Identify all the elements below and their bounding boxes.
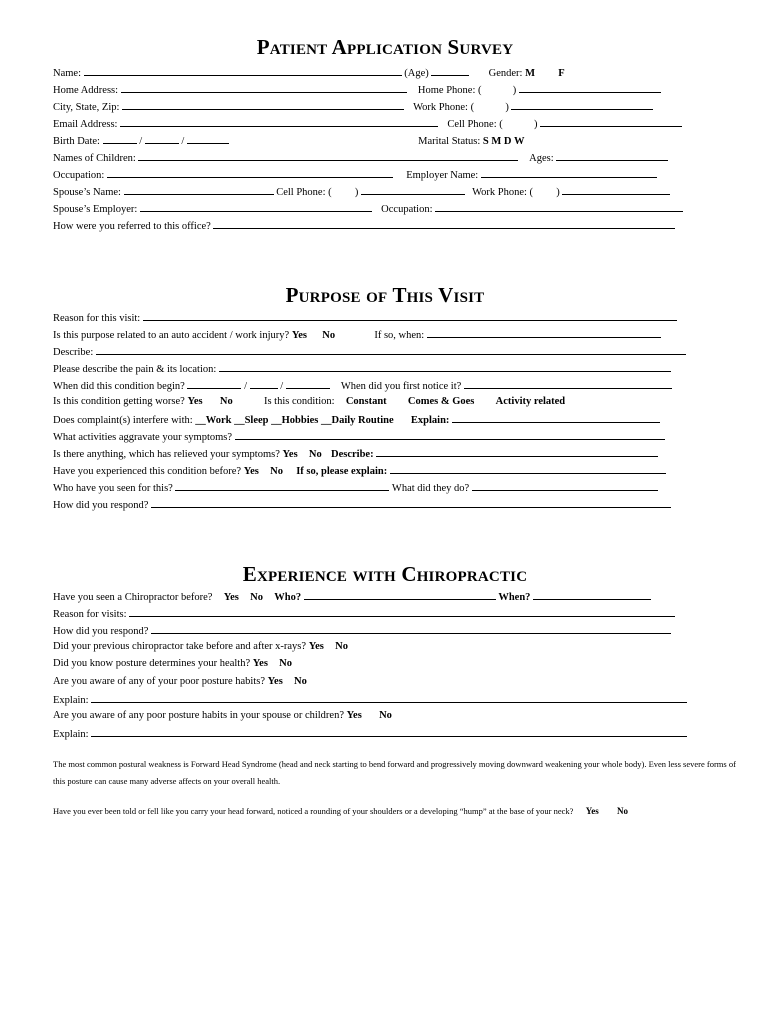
xrays-yes-option[interactable]: Yes xyxy=(308,641,324,652)
chiro-question: Have you seen a Chiropractor before? xyxy=(53,592,213,603)
spouse-cell-label: Cell Phone: ( xyxy=(276,187,332,198)
children-field[interactable] xyxy=(138,150,518,161)
relieved-question: Is there anything, which has relieved your symptoms? xyxy=(53,449,280,460)
spouse-posture-row xyxy=(53,709,392,722)
employer-label: Employer Name: xyxy=(406,170,479,181)
if-so-when-field[interactable] xyxy=(427,327,661,338)
what-did-field[interactable] xyxy=(472,480,658,491)
constant-option[interactable]: Constant xyxy=(345,396,387,407)
pain-row xyxy=(53,361,671,376)
spouse-occupation-label: Occupation: xyxy=(381,204,433,215)
if-so-explain-field[interactable] xyxy=(390,463,666,474)
spouse-row xyxy=(53,184,670,199)
spouse-employer-label: Spouse’s Employer: xyxy=(53,204,138,215)
chiro-respond-row xyxy=(53,623,671,638)
reason-row xyxy=(53,310,677,325)
posture-yes-option[interactable]: Yes xyxy=(252,658,268,669)
pain-location-label: Please describe the pain & its location: xyxy=(53,364,217,375)
slash: / xyxy=(139,136,143,147)
birth-month-field[interactable] xyxy=(103,133,137,144)
first-notice-field[interactable] xyxy=(464,378,672,389)
slash: / xyxy=(280,381,284,392)
who-label: Who? xyxy=(274,592,302,603)
page-title: Patient Application Survey xyxy=(256,35,514,59)
seen-field[interactable] xyxy=(175,480,389,491)
interfere-explain-label: Explain: xyxy=(410,415,450,426)
email-label: Email Address: xyxy=(53,119,118,130)
respond-row xyxy=(53,497,671,512)
paren-open: ( xyxy=(470,102,475,113)
comes-goes-option[interactable]: Comes & Goes xyxy=(407,396,475,407)
aggravate-field[interactable] xyxy=(235,429,665,440)
posture-question: Did you know posture determines your health? xyxy=(53,658,251,669)
gender-label: Gender: xyxy=(488,68,523,79)
relieved-describe-label: Describe: xyxy=(331,449,374,460)
spouse-work-field[interactable] xyxy=(562,184,670,195)
interfere-options[interactable]: __Work __Sleep __Hobbies __Daily Routine xyxy=(195,415,394,426)
name-row xyxy=(53,65,565,80)
home-address-row xyxy=(53,82,661,97)
before-row xyxy=(53,463,666,478)
first-notice-label: When did you first notice it? xyxy=(340,381,462,392)
email-row xyxy=(53,116,682,131)
marital-label: Marital Status: xyxy=(418,136,481,147)
spouse-employer-field[interactable] xyxy=(140,201,372,212)
describe-row xyxy=(53,344,686,359)
birth-day-field[interactable] xyxy=(145,133,179,144)
activity-related-option[interactable]: Activity related xyxy=(495,396,566,407)
gender-f-option[interactable]: F xyxy=(558,68,565,79)
slash: / xyxy=(181,136,185,147)
explain-label: Explain: xyxy=(53,729,89,740)
paren-open: ( xyxy=(499,119,503,130)
paren-close: ) xyxy=(512,85,517,96)
occupation-field[interactable] xyxy=(107,167,393,178)
birth-row xyxy=(53,133,524,148)
interfere-question: Does complaint(s) interfere with: xyxy=(53,415,193,426)
condition-is-label: Is this condition: xyxy=(263,396,335,407)
relieved-yes-option[interactable]: Yes xyxy=(282,449,298,460)
worse-no-option[interactable]: No xyxy=(219,396,233,407)
worse-yes-option[interactable]: Yes xyxy=(187,396,203,407)
xrays-question: Did your previous chiropractor take before and after x-rays? xyxy=(53,641,307,652)
name-field[interactable] xyxy=(84,65,402,76)
aware-row xyxy=(53,675,307,688)
home-address-label: Home Address: xyxy=(53,85,119,96)
auto-no-option[interactable]: No xyxy=(322,330,336,341)
birth-year-field[interactable] xyxy=(187,133,229,144)
work-phone-label: Work Phone: xyxy=(413,102,468,113)
aggravate-label: What activities aggravate your symptoms? xyxy=(53,432,233,443)
begin-row xyxy=(53,378,672,393)
experience-section-title: Experience with Chiropractic xyxy=(242,562,528,586)
children-row xyxy=(53,150,668,165)
when-field[interactable] xyxy=(533,589,651,600)
visit-reason-field[interactable] xyxy=(129,606,675,617)
if-so-explain-label: If so, please explain: xyxy=(296,466,388,477)
paren-close: ) xyxy=(505,102,509,113)
home-phone-label: Home Phone: xyxy=(417,85,476,96)
before-question: Have you experienced this condition before? xyxy=(53,466,242,477)
occupation-row xyxy=(53,167,657,182)
purpose-section-title: Purpose of This Visit xyxy=(285,283,485,307)
spouse-name-label: Spouse’s Name: xyxy=(53,187,121,198)
begin-year-field[interactable] xyxy=(286,378,330,389)
xrays-row xyxy=(53,640,348,653)
work-phone-field[interactable] xyxy=(511,99,653,110)
interfere-row xyxy=(53,412,660,427)
explain-field-2[interactable] xyxy=(91,726,687,737)
aware-question: Are you aware of any of your poor posture habits? xyxy=(53,676,265,687)
spouse-name-field[interactable] xyxy=(124,184,274,195)
respond-label: How did you respond? xyxy=(53,500,149,511)
employer-field[interactable] xyxy=(481,167,657,178)
explain-field[interactable] xyxy=(91,692,687,703)
explain-row-1 xyxy=(53,692,687,707)
aggravate-row xyxy=(53,429,665,444)
begin-label: When did this condition begin? xyxy=(53,381,185,392)
before-no-option[interactable]: No xyxy=(270,466,283,477)
when-label: When? xyxy=(498,592,531,603)
age-field[interactable] xyxy=(431,65,469,76)
ages-label: Ages: xyxy=(529,153,554,164)
before-yes-option[interactable]: Yes xyxy=(243,466,259,477)
paren-open: ( xyxy=(478,85,482,96)
cell-phone-label: Cell Phone: xyxy=(447,119,497,130)
posture-no-option[interactable]: No xyxy=(279,658,293,669)
reason-field[interactable] xyxy=(143,310,677,321)
chiro-respond-field[interactable] xyxy=(151,623,671,634)
auto-row xyxy=(53,327,661,342)
paren-close: ) xyxy=(556,187,560,198)
chiro-respond-label: How did you respond? xyxy=(53,626,149,637)
spouse-posture-yes-option[interactable]: Yes xyxy=(346,710,362,721)
if-so-when-label: If so, when: xyxy=(374,330,425,341)
children-label: Names of Children: xyxy=(53,153,136,164)
spouse-cell-field[interactable] xyxy=(361,184,465,195)
explain-row-2 xyxy=(53,726,687,741)
chiro-yes-option[interactable]: Yes xyxy=(223,592,239,603)
describe-label: Describe: xyxy=(53,347,94,358)
slash: / xyxy=(244,381,247,392)
city-field[interactable] xyxy=(122,99,404,110)
name-label: Name: xyxy=(53,68,81,79)
home-phone-field[interactable] xyxy=(519,82,661,93)
who-field[interactable] xyxy=(304,589,496,600)
visit-reason-row xyxy=(53,606,675,621)
birth-date-label: Birth Date: xyxy=(53,136,100,147)
relieved-row xyxy=(53,446,658,461)
pain-location-field[interactable] xyxy=(219,361,671,372)
paren-close: ) xyxy=(534,119,538,130)
gender-m-option[interactable]: M xyxy=(525,68,535,79)
hump-row xyxy=(53,805,628,818)
spouse-employer-row xyxy=(53,201,683,216)
paren-close: ) xyxy=(354,187,359,198)
describe-field[interactable] xyxy=(96,344,686,355)
worse-question: Is this condition getting worse? xyxy=(53,396,185,407)
spouse-occupation-field[interactable] xyxy=(435,201,683,212)
marital-options[interactable]: S M D W xyxy=(482,136,525,147)
referred-row xyxy=(53,218,675,233)
worse-row xyxy=(53,395,565,408)
reason-label: Reason for this visit: xyxy=(53,313,141,324)
xrays-no-option[interactable]: No xyxy=(335,641,348,652)
what-did-label: What did they do? xyxy=(391,483,470,494)
occupation-label: Occupation: xyxy=(53,170,105,181)
seen-row xyxy=(53,480,658,495)
ages-field[interactable] xyxy=(556,150,668,161)
aware-no-option[interactable]: No xyxy=(294,676,307,687)
spouse-posture-question: Are you aware of any poor posture habits in your spouse or children? xyxy=(53,710,345,721)
age-label: (Age) xyxy=(404,68,429,79)
begin-month-field[interactable] xyxy=(187,378,241,389)
relieved-describe-field[interactable] xyxy=(376,446,658,457)
posture-note: The most common postural weakness is Forward Head Syndrome (head and neck starting to bend forward and progressively moving downward weakening your whole body). Even less severe forms of this posture can cause many adverse affects on your overall health. xyxy=(53,759,736,786)
relieved-no-option[interactable]: No xyxy=(308,449,322,460)
aware-yes-option[interactable]: Yes xyxy=(267,676,283,687)
hump-yes-option[interactable]: Yes xyxy=(585,806,599,816)
hump-question: Have you ever been told or fell like you carry your head forward, noticed a rounding of your shoulders or a developing “hump” at the base of your neck? xyxy=(53,806,574,816)
spouse-posture-no-option[interactable]: No xyxy=(379,710,392,721)
explain-label: Explain: xyxy=(53,695,89,706)
seen-label: Who have you seen for this? xyxy=(53,483,173,494)
posture-row xyxy=(53,657,292,670)
referred-field[interactable] xyxy=(213,218,675,229)
city-label: City, State, Zip: xyxy=(53,102,120,113)
referred-label: How were you referred to this office? xyxy=(53,221,211,232)
begin-day-field[interactable] xyxy=(250,378,278,389)
visit-reason-label: Reason for visits: xyxy=(53,609,127,620)
email-field[interactable] xyxy=(120,116,438,127)
spouse-work-label: Work Phone: ( xyxy=(472,187,534,198)
chiro-no-option[interactable]: No xyxy=(250,592,263,603)
home-address-field[interactable] xyxy=(121,82,407,93)
city-row xyxy=(53,99,653,114)
cell-phone-field[interactable] xyxy=(540,116,682,127)
interfere-explain-field[interactable] xyxy=(452,412,660,423)
auto-yes-option[interactable]: Yes xyxy=(291,330,307,341)
chiro-row xyxy=(53,589,651,604)
auto-question: Is this purpose related to an auto accident / work injury? xyxy=(53,330,290,341)
hump-no-option[interactable]: No xyxy=(616,806,628,816)
respond-field[interactable] xyxy=(151,497,671,508)
